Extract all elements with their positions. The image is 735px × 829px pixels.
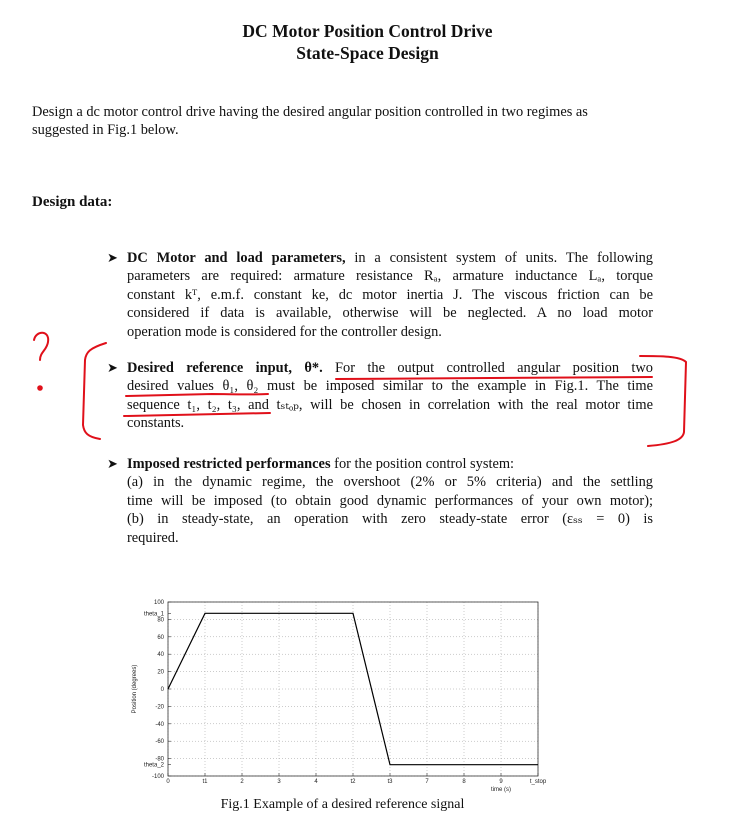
x-axis-label: time (s) xyxy=(491,787,511,793)
bullet-arrow-icon: ➤ xyxy=(107,250,118,265)
x-tick-label: 8 xyxy=(462,779,466,785)
y-theta-label: theta_2 xyxy=(143,762,164,769)
bullet-line: time will be imposed (to obtain good dynamic performances of your own motor); xyxy=(127,492,653,509)
bullet-arrow-icon: ➤ xyxy=(107,456,118,471)
bullet-text xyxy=(127,359,653,433)
y-theta-label: theta_1 xyxy=(143,611,164,618)
y-tick-label: -100 xyxy=(151,774,164,780)
bullet-line: parameters are required: armature resistance Rₐ, armature inductance Lₐ, torque xyxy=(127,268,653,285)
bullet-line: constants. xyxy=(127,415,185,432)
bullet-line: required. xyxy=(127,529,179,546)
x-tick-label: 7 xyxy=(425,779,429,785)
x-tick-label: 4 xyxy=(314,779,318,785)
y-tick-label: 100 xyxy=(153,600,164,606)
bullet-line: (b) in steady-state, an operation with zero steady-state error (εₛₛ = 0) is xyxy=(127,511,653,528)
intro-paragraph xyxy=(32,103,672,140)
title-line-2: State-Space Design xyxy=(296,43,439,63)
intro-line-1: Design a dc motor control drive having the desired angular position controlled in two regimes as xyxy=(32,104,588,120)
y-tick-label: -60 xyxy=(155,739,164,746)
bullet-line: (a) in the dynamic regime, the overshoot (2% or 5% criteria) and the settling xyxy=(127,474,653,491)
intro-line-2: suggested in Fig.1 below. xyxy=(32,122,179,139)
y-tick-label: -80 xyxy=(155,756,164,763)
x-tick-label: t3 xyxy=(387,779,393,785)
bullet-line: operation mode is considered for the controller design. xyxy=(127,323,442,340)
x-tick-label: 2 xyxy=(240,779,244,785)
bullet-line: constant kᵀ, e.m.f. constant ke, dc motor inertia J. The viscous friction can be xyxy=(127,286,653,303)
question-mark-icon xyxy=(34,333,48,360)
bullet-arrow-icon: ➤ xyxy=(107,360,118,375)
bullet-line-rest: for the position control system: xyxy=(330,456,515,472)
figure-caption: Fig.1 Example of a desired reference signal xyxy=(220,797,465,812)
bullet-text xyxy=(127,455,653,547)
x-tick-label: 3 xyxy=(277,779,281,785)
y-tick-label: 0 xyxy=(160,687,164,693)
x-tick-label: 0 xyxy=(166,779,170,785)
bullet-bold-heading: Desired reference input, θ*. xyxy=(127,360,323,376)
left-bracket xyxy=(83,343,106,439)
y-tick-label: 40 xyxy=(157,652,164,659)
bullet-line: considered if data is available, otherwise will be neglected. A no load motor xyxy=(127,305,653,322)
bullet-line-rest: For the output controlled angular position two xyxy=(322,360,653,376)
y-tick-label: 20 xyxy=(157,669,164,676)
bullet-line-rest: in a consistent system of units. The following xyxy=(345,250,653,266)
x-tick-label: t_stop xyxy=(529,779,547,785)
x-tick-label: t1 xyxy=(202,779,208,785)
annotation-dot xyxy=(38,386,42,390)
y-tick-label: 60 xyxy=(157,634,164,641)
y-tick-label: -40 xyxy=(155,721,164,728)
x-tick-label: t2 xyxy=(350,779,356,785)
bullet-bold-heading: DC Motor and load parameters, xyxy=(127,250,346,266)
bullet-bold-heading: Imposed restricted performances xyxy=(127,456,331,472)
x-tick-label: 9 xyxy=(499,779,503,785)
y-axis-label: Position (degrees) xyxy=(132,664,138,714)
reference-signal-chart xyxy=(118,590,548,800)
bullet-text xyxy=(127,249,653,341)
design-data-heading: Design data: xyxy=(32,194,113,210)
y-tick-label: 80 xyxy=(157,617,164,624)
bullet-line xyxy=(127,359,653,377)
y-tick-label: -20 xyxy=(155,704,164,711)
title-line-1: DC Motor Position Control Drive xyxy=(242,21,493,41)
bullet-line xyxy=(127,249,653,267)
bullet-line: sequence t₁, t₂, t₃, and tₛₜₒₚ, will be chosen in correlation with the real motor time xyxy=(127,396,653,413)
bullet-line xyxy=(127,455,653,473)
bullet-line: desired values θ₁, θ₂ must be imposed similar to the example in Fig.1. The time xyxy=(127,378,653,395)
